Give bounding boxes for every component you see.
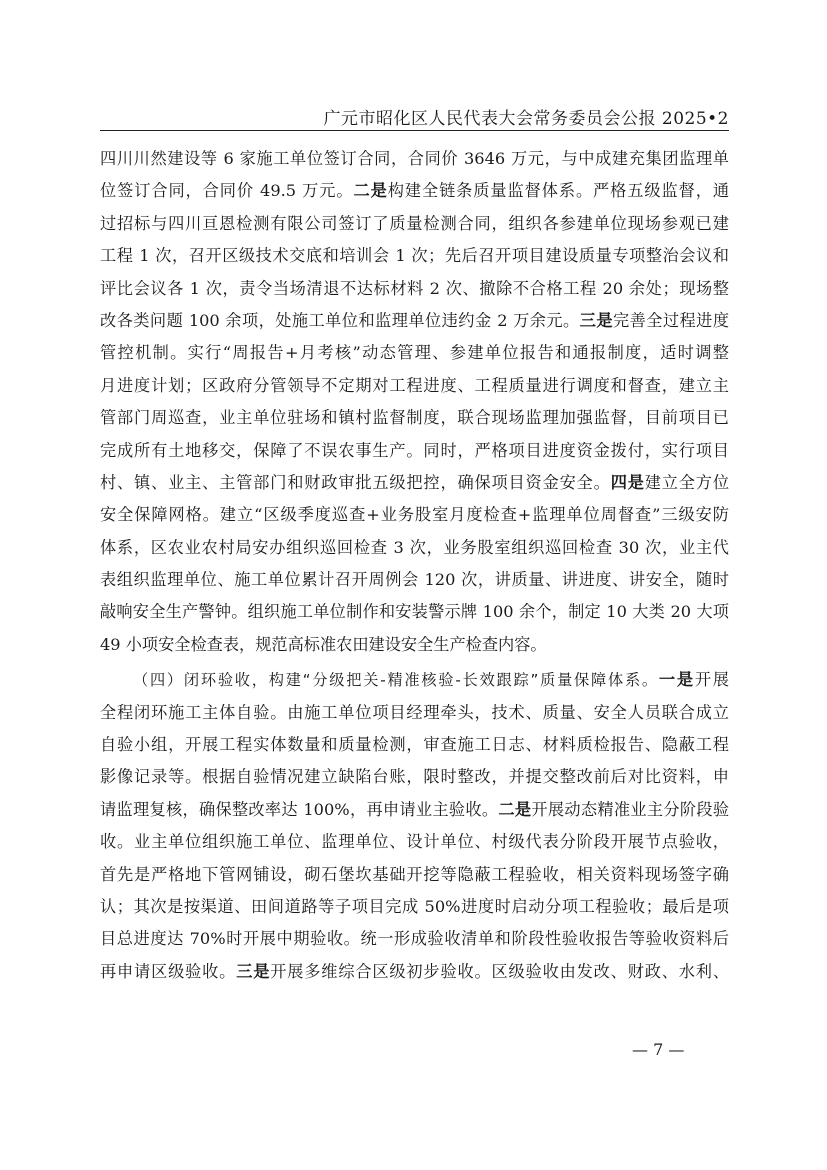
- text-line: [100, 891, 729, 923]
- text-run: 开展: [694, 670, 729, 690]
- text-line: [100, 596, 729, 628]
- emphasis-label: 三是: [579, 310, 613, 330]
- text-run: 认；其次是按渠道、田间道路等子项目完成 50%进度时启动分项工程验收；最后是项: [100, 896, 729, 916]
- text-line: [100, 729, 729, 761]
- text-line: [100, 240, 729, 272]
- text-line: [100, 826, 729, 858]
- text-run: 四川川然建设等 6 家施工单位签订合同，合同价 3646 万元，与中成建充集团监理单: [100, 149, 729, 168]
- text-run: 请监理复核，确保整改率达 100%，再申请业主验收。: [100, 799, 499, 819]
- emphasis-label: 四是: [610, 472, 645, 492]
- header-title: 广元市昭化区人民代表大会常务委员会公报 2025•2: [323, 109, 729, 129]
- text-line: [100, 923, 729, 955]
- text-line: [100, 305, 729, 337]
- text-run: 建立全方位: [644, 472, 729, 492]
- text-line: [100, 208, 729, 240]
- text-line: [100, 402, 729, 434]
- text-line: [100, 337, 729, 369]
- text-run: 完成所有土地移交，保障了不误农事生产。同时，严格项目进度资金拨付，实行项目: [100, 440, 729, 460]
- text-run: 村、镇、业主、主管部门和财政审批五级把控，确保项目资金安全。: [100, 472, 611, 492]
- body-text: [100, 143, 729, 988]
- text-run: 月进度计划；区政府分管领导不定期对工程进度、工程质量进行调度和督查，建立主: [100, 375, 729, 395]
- emphasis-label: 一是: [658, 670, 695, 690]
- emphasis-label: 二是: [498, 799, 532, 819]
- text-run: 49 小项安全检查表，规范高标准农田建设安全生产检查内容。: [100, 634, 547, 654]
- text-run: 全程闭环施工主体自验。由施工单位项目经理牵头，技术、质量、安全人员联合成立: [100, 702, 729, 722]
- text-line: [100, 859, 729, 891]
- text-run: 目总进度达 70%时开展中期验收。统一形成验收清单和阶段性验收报告等验收资料后: [100, 929, 729, 949]
- text-run: 再申请区级验收。: [100, 961, 237, 981]
- text-run: 敲响安全生产警钟。组织施工单位制作和安装警示牌 100 余个，制定 10 大类 20 大项: [100, 602, 729, 622]
- text-run: 过招标与四川亘恩检测有限公司签订了质量检测合同，组织各参建单位现场参观已建: [100, 213, 729, 233]
- text-run: 管控机制。实行“周报告+月考核”动态管理、参建单位报告和通报制度，适时调整: [100, 343, 729, 363]
- text-line: [100, 629, 729, 661]
- text-run: 体系，区农业农村局安办组织巡回检查 3 次，业务股室组织巡回检查 30 次，业主代: [100, 537, 729, 557]
- text-run: 管部门周巡查，业主单位驻场和镇村监督制度，联合现场监理加强监督，目前项目已: [100, 408, 729, 428]
- text-run: 自验小组，开展工程实体数量和质量检测，审查施工日志、材料质检报告、隐蔽工程: [100, 735, 729, 755]
- text-run: 评比会议各 1 次，责令当场清退不达标材料 2 次、撤除不合格工程 20 余处；现场整: [100, 278, 729, 298]
- running-header: [100, 100, 729, 130]
- text-line: [100, 697, 729, 729]
- text-run: 开展多维综合区级初步验收。区级验收由发改、财政、水利、: [270, 961, 729, 981]
- text-line: [100, 499, 729, 531]
- text-run: 改各类问题 100 余项，处施工单位和监理单位违约金 2 万余元。: [100, 310, 580, 330]
- text-run: 位签订合同，合同价 49.5 万元。: [100, 181, 354, 201]
- text-run: 首先是严格地下管网铺设，砌石堡坎基础开挖等隐蔽工程验收，相关资料现场签字确: [100, 864, 729, 884]
- header-rule: [100, 130, 729, 131]
- text-line: [100, 273, 729, 305]
- text-line: [100, 175, 729, 207]
- text-run: 构建全链条质量监督体系。严格五级监督，通: [387, 181, 729, 201]
- text-run: 安全保障网格。建立“区级季度巡查+业务股室月度检查+监理单位周督查”三级安防: [100, 505, 729, 525]
- text-run: 收。业主单位组织施工单位、监理单位、设计单位、村级代表分阶段开展节点验收，: [100, 832, 729, 852]
- section-subheading: （四）闭环验收，构建“分级把关-精准核验-长效跟踪”质量保障体系。: [133, 671, 659, 690]
- text-line: [100, 370, 729, 402]
- text-run: 开展动态精准业主分阶段验: [531, 799, 729, 819]
- emphasis-label: 三是: [236, 961, 271, 981]
- text-run: 影像记录等。根据自验情况建立缺陷台账，限时整改，并提交整改前后对比资料，申: [100, 767, 729, 787]
- text-line: [100, 761, 729, 793]
- page-number: — 7 —: [632, 1040, 685, 1059]
- text-run: 工程 1 次，召开区级技术交底和培训会 1 次；先后召开项目建设质量专项整治会议和: [100, 246, 729, 266]
- text-run: 完善全过程进度: [612, 310, 729, 330]
- emphasis-label: 二是: [353, 181, 388, 201]
- text-line: [100, 956, 729, 988]
- text-line: [100, 532, 729, 564]
- text-line: [100, 435, 729, 467]
- text-line: [100, 143, 729, 175]
- text-line: [100, 467, 729, 499]
- text-line: [100, 794, 729, 826]
- text-run: 表组织监理单位、施工单位累计召开周例会 120 次，讲质量、讲进度、讲安全，随时: [100, 570, 729, 590]
- text-line: [100, 564, 729, 596]
- text-line: [100, 664, 729, 696]
